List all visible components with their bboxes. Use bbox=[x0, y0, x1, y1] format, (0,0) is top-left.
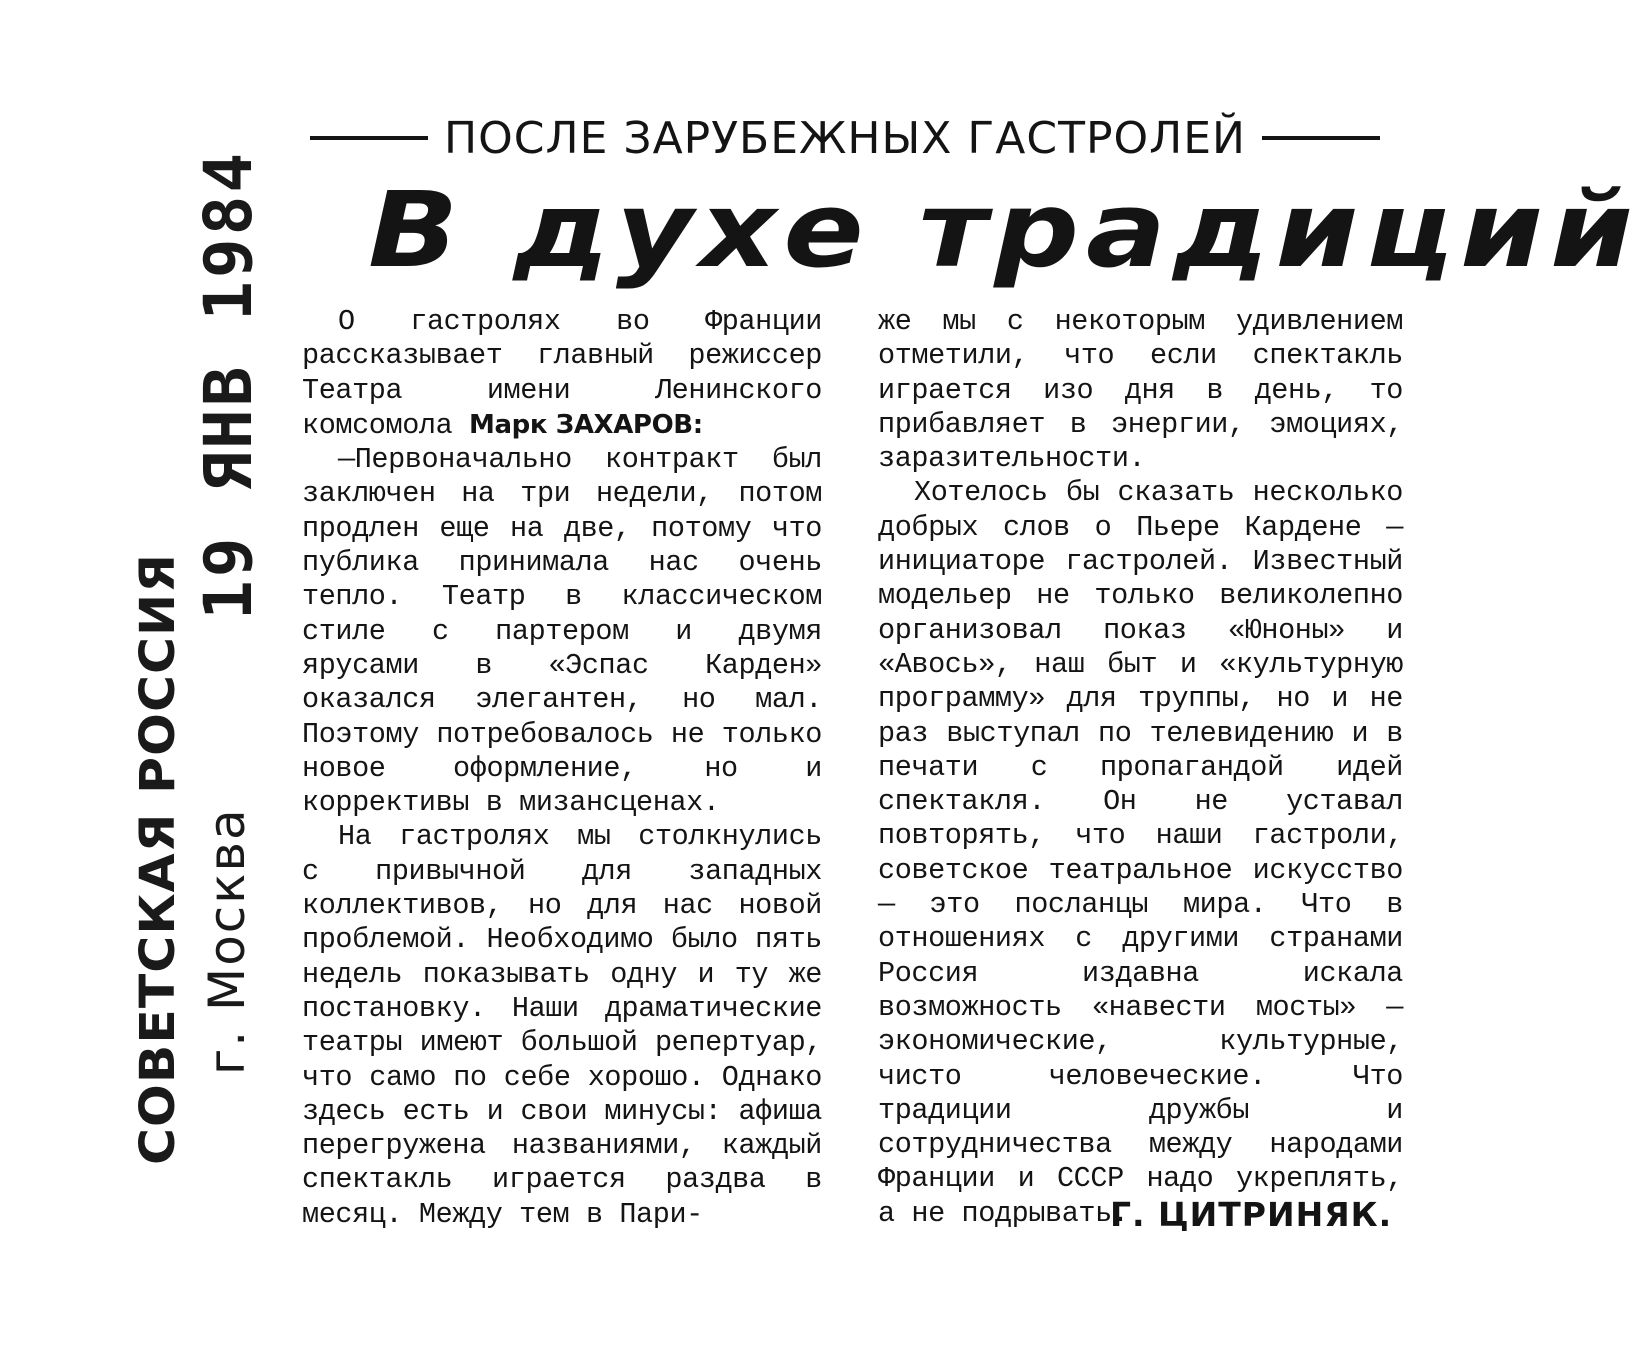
lead-paragraph bbox=[302, 305, 822, 443]
headline: В духе традиций bbox=[368, 169, 1640, 291]
body-paragraph: Хотелось бы сказать несколько добрых слов о Пьере Кардене — инициаторе гастролей. Известный модельер не только великолепно организовал показ «Юноны» и «Авось», наш быт и «культурную программу» для труппы, но и не раз выступал по телевидению и в печати с пропагандой идей спектакля. Он не уставал повторять, что наши гастроли, советское театральное искусство — это посланцы мира. Что в отношениях с другими странами Россия издавна искала возможность «навести мосты» — экономические, культурные, чисто человеческие. Что традиции дружбы и сотрудничества между народами Франции и СССР надо укреплять, а не подрывать. bbox=[878, 476, 1403, 1230]
article-column-left bbox=[302, 305, 822, 1232]
body-paragraph: —Первоначально контракт был заключен на три недели, потом продлен еще на две, потому что публика принимала нас очень тепло. Театр в классическом стиле с партером и двумя ярусами в «Эспас Карден» оказался элегантен, но мал. Поэтому потребовалось не только новое оформление, но и коррективы в мизансценах. bbox=[302, 443, 822, 820]
lead-name: Марк ЗАХАРОВ: bbox=[469, 409, 703, 440]
section-kicker bbox=[300, 110, 1390, 166]
kicker-text: ПОСЛЕ ЗАРУБЕЖНЫХ ГАСТРОЛЕЙ bbox=[444, 112, 1246, 164]
stamp-newspaper-name: СОВЕТСКАЯ РОССИЯ bbox=[130, 552, 186, 1165]
body-paragraph: же мы с некоторым удивлением отметили, что если спектакль играется изо дня в день, то прибавляет в энергии, эмоциях, заразительности. bbox=[878, 305, 1403, 476]
article-column-right bbox=[878, 305, 1403, 1231]
stamp-city: г. Москва bbox=[198, 807, 256, 1075]
lead-text: О гастролях во Франции рассказывает главный режиссер Театра имени Ленинского комсомола bbox=[302, 305, 822, 442]
kicker-rule-right bbox=[1262, 136, 1380, 140]
body-paragraph: На гастролях мы столкнулись с привычной для западных коллективов, но для нас новой проблемой. Необходимо было пять недель показывать одну и ту же постановку. Наши драматические театры имеют большой репертуар, что само по себе хорошо. Однако здесь есть и свои минусы: афиша перегружена названиями, каждый спектакль играется раздва в месяц. Между тем в Пари- bbox=[302, 820, 822, 1231]
stamp-date: 19 ЯНВ 1984 bbox=[190, 149, 267, 620]
kicker-rule-left bbox=[310, 136, 428, 140]
author-signature: Г. ЦИТРИНЯК. bbox=[1110, 1195, 1393, 1234]
